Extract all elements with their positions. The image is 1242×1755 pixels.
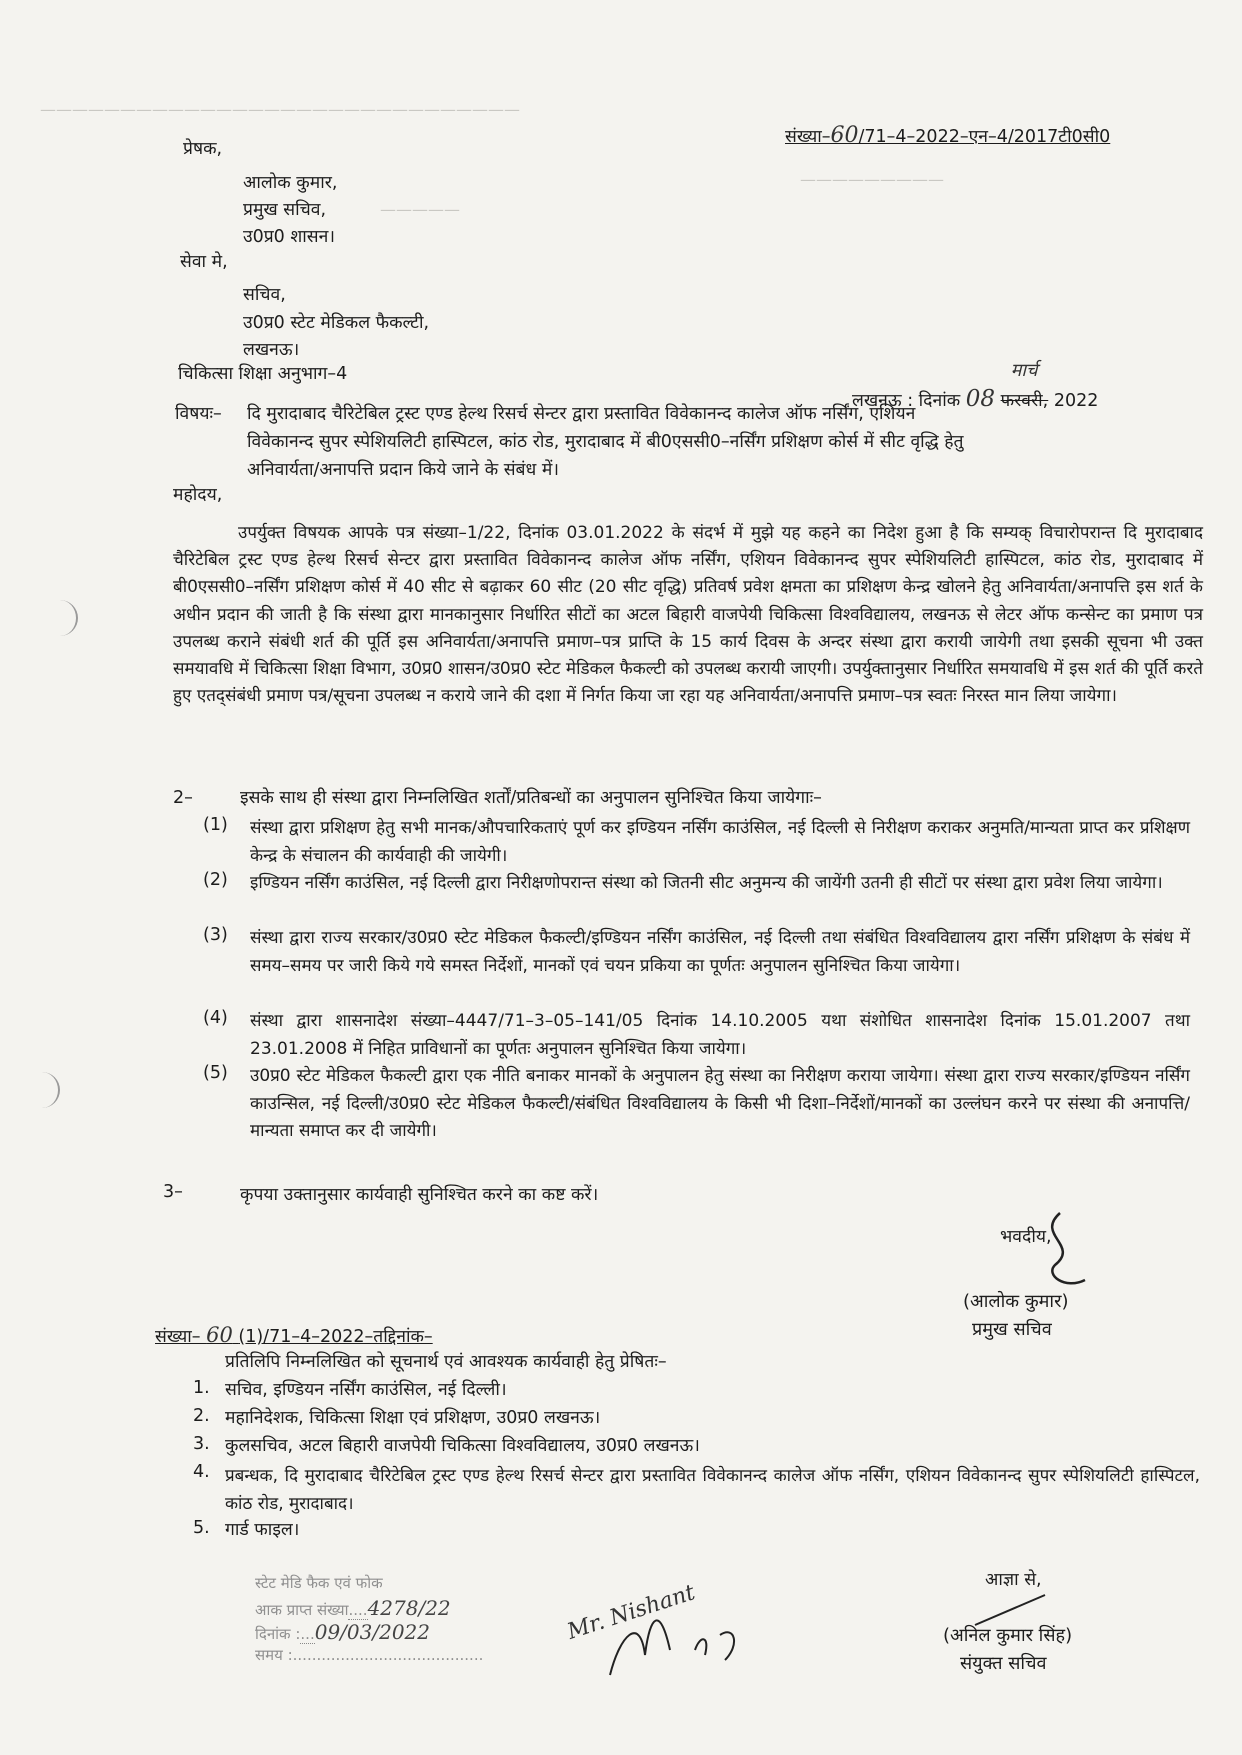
copy-item-number: 1. [193, 1378, 210, 1398]
condition-number: (4) [203, 1008, 228, 1028]
recipient-office: उ0प्र0 स्टेट मेडिकल फैकल्टी, [243, 313, 430, 333]
point-number: 2– [173, 788, 193, 808]
condition-text: उ0प्र0 स्टेट मेडिकल फैकल्टी द्वारा एक नीति बनाकर मानकों के अनुपालन हेतु संस्था का निरीक्षण कराया जायेगा। संस्था द्वारा राज्य सरकार/इण्डियन नर्सिंग काउन्सिल, नई दिल्ली/उ0प्र0 स्टेट मेडिकल फैकल्टी/संबंधित विश्वविद्यालय के किसी भी दिशा–निर्देशों/मानकों का उल्लंघन करने पर संस्था की अनापत्ति/मान्यता समाप्त कर दी जायेगी। [250, 1066, 1190, 1141]
sender-designation: प्रमुख सचिव, [243, 200, 327, 220]
copy-item-text: महानिदेशक, चिकित्सा शिक्षा एवं प्रशिक्षण, उ0प्र0 लखनऊ। [225, 1408, 601, 1428]
subject-line: अनिवार्यता/अनापत्ति प्रदान किये जाने के संबंध में। [247, 460, 559, 480]
copy-intro: प्रतिलिपि निम्नलिखित को सूचनार्थ एवं आवश्यक कार्यवाही हेतु प्रेषितः– [225, 1352, 667, 1372]
point3-text: कृपया उक्तानुसार कार्यवाही सुनिश्चित करने का कष्ट करें। [240, 1185, 599, 1205]
recipient-city: लखनऊ। [243, 340, 300, 360]
bleed-through-text: ————— [380, 200, 460, 219]
stamp-time: समय :........................................ [255, 1646, 484, 1664]
copy-item-text: सचिव, इण्डियन नर्सिंग काउंसिल, नई दिल्ली। [225, 1380, 507, 1400]
closing: भवदीय, [1000, 1227, 1052, 1247]
condition-number: (3) [203, 925, 228, 945]
copy-item-text: प्रबन्धक, दि मुरादाबाद चैरिटेबिल ट्रस्ट एण्ड हेल्थ रिसर्च सेन्टर द्वारा प्रस्तावित विवेकानन्द कालेज ऑफ नर्सिंग, एशियन विवेकानन्द सुपर स्पेशियलिटी हास्पिटल, कांठ रोड, मुरादाबाद। [225, 1466, 1200, 1514]
handwritten-note: Mr. Nishant [564, 1580, 699, 1645]
initials-mark [600, 1595, 760, 1685]
closing: आज्ञा से, [985, 1570, 1042, 1590]
letter-number: संख्या–60/71–4–2022–एन–4/2017टी0सी0 [785, 123, 1111, 148]
copy-item-number: 5. [193, 1518, 210, 1538]
point2-intro: इसके साथ ही संस्था द्वारा निम्नलिखित शर्तों/प्रतिबन्धों का अनुपालन सुनिश्चित किया जायेगाः– [240, 788, 822, 808]
sender-office: उ0प्र0 शासन। [243, 227, 335, 247]
body-paragraph: उपर्युक्त विषयक आपके पत्र संख्या–1/22, दिनांक 03.01.2022 के संदर्भ में मुझे यह कहने का निदेश हुआ है कि सम्यक् विचारोपरान्त दि मुरादाबाद चैरिटेबिल ट्रस्ट एण्ड हेल्थ रिसर्च सेन्टर द्वारा प्रस्तावित विवेकानन्द कालेज ऑफ नर्सिंग, एशियन विवेकानन्द सुपर स्पेशियलिटी हास्पिटल, कांठ रोड, मुरादाबाद में बी0एससी0–नर्सिंग प्रशिक्षण कोर्स में 40 सीट से बढ़ाकर 60 सीट (20 सीट वृद्धि) प्रतिवर्ष प्रवेश क्षमता का प्रशिक्षण केन्द्र खोलने हेतु अनिवार्यता/अनापत्ति इस शर्त के अधीन प्रदान की जाती है कि संस्था द्वारा मानकानुसार निर्धारित सीटों का अटल बिहारी वाजपेयी चिकित्सा विश्वविद्यालय, लखनऊ से लेटर ऑफ कन्सेन्ट का प्रमाण पत्र उपलब्ध कराने संबंधी शर्त की पूर्ति इस अनिवार्यता/अनापत्ति प्रमाण–पत्र प्राप्ति के 15 कार्य दिवस के अन्दर संस्था द्वारा करायी जायेगी तथा इसकी सूचना भी उक्त समयावधि में चिकित्सा शिक्षा विभाग, उ0प्र0 शासन/उ0प्र0 स्टेट मेडिकल फैकल्टी को उपलब्ध करायी जाएगी। उपर्युक्तानुसार निर्धारित समयावधि में इस शर्त की पूर्ति करते हुए एतद्संबंधी प्रमाण पत्र/सूचना उपलब्ध न कराये जाने की दशा में निर्गत किया जा रहा यह अनिवार्यता/अनापत्ति प्रमाण–पत्र स्वतः निरस्त मान लिया जायेगा। [173, 523, 1203, 707]
stamp-header: स्टेट मेडि फैक एवं फोक [255, 1574, 383, 1592]
sender-label: प्रेषक, [183, 139, 223, 159]
copy-item-number: 4. [193, 1462, 210, 1482]
copy-item-number: 2. [193, 1406, 210, 1426]
recipient-label: सेवा मे, [180, 252, 228, 272]
copy-item-number: 3. [193, 1434, 210, 1454]
hole-punch-mark [58, 600, 78, 636]
point-number: 3– [163, 1182, 183, 1202]
subject-line: दि मुरादाबाद चैरिटेबिल ट्रस्ट एण्ड हेल्थ रिसर्च सेन्टर द्वारा प्रस्तावित विवेकानन्द कालेज ऑफ नर्सिंग, एशियन [247, 404, 916, 424]
copy-item-text: कुलसचिव, अटल बिहारी वाजपेयी चिकित्सा विश्वविद्यालय, उ0प्र0 लखनऊ। [225, 1436, 700, 1456]
condition-text: संस्था द्वारा प्रशिक्षण हेतु सभी मानक/औपचारिकताएं पूर्ण कर इण्डियन नर्सिंग काउंसिल, नई दिल्ली से निरीक्षण कराकर अनुमति/मान्यता प्राप्त कर प्रशिक्षण केन्द्र के संचालन की कार्यवाही की जायेगी। [250, 818, 1190, 866]
subject-line: विवेकानन्द सुपर स्पेशियलिटी हास्पिटल, कांठ रोड, मुरादाबाद में बी0एससी0–नर्सिंग प्रशिक्षण कोर्स में सीट वृद्धि हेतु [247, 432, 964, 452]
bleed-through-text: —————————————————————————————— [40, 100, 520, 119]
condition-number: (1) [203, 815, 228, 835]
condition-number: (5) [203, 1063, 228, 1083]
condition-number: (2) [203, 870, 228, 890]
salutation: महोदय, [173, 485, 223, 505]
subject-label: विषयः– [175, 404, 222, 424]
signatory-designation: संयुक्त सचिव [960, 1653, 1047, 1674]
letter-date: लखनऊ : दिनांक 08 मार्च फरवरी, 2022 [852, 360, 1099, 412]
copy-letter-number: संख्या– 60 (1)/71–4–2022–तद्दिनांक– [155, 1323, 433, 1347]
signatory-designation: प्रमुख सचिव [972, 1319, 1052, 1340]
stamp-date: दिनांक :...09/03/2022 [255, 1620, 430, 1644]
signatory-name: (आलोक कुमार) [963, 1291, 1069, 1312]
hole-punch-mark [40, 1072, 60, 1108]
sender-name: आलोक कुमार, [243, 173, 338, 193]
condition-text: इण्डियन नर्सिंग काउंसिल, नई दिल्ली द्वारा निरीक्षणोपरान्त संस्था को जितनी सीट अनुमन्य की जायेंगी उतनी ही सीटों पर संस्था द्वारा प्रवेश लिया जायेगा। [250, 873, 1163, 893]
signature-mark [1025, 1205, 1095, 1295]
section-name: चिकित्सा शिक्षा अनुभाग–4 [178, 364, 348, 384]
condition-text: संस्था द्वारा राज्य सरकार/उ0प्र0 स्टेट मेडिकल फैकल्टी/इण्डियन नर्सिंग काउंसिल, नई दिल्ली तथा संबंधित विश्वविद्यालय द्वारा नर्सिंग प्रशिक्षण के संबंध में समय–समय पर जारी किये गये समस्त निर्देशों, मानकों एवं चयन प्रकिया का पूर्णतः अनुपालन सुनिश्चित किया जायेगा। [250, 928, 1190, 976]
bleed-through-text: ————————— [800, 170, 944, 189]
recipient-designation: सचिव, [243, 285, 286, 305]
stamp-receipt-number: आक प्राप्त संख्या....4278/22 [255, 1596, 451, 1620]
copy-item-text: गार्ड फाइल। [225, 1520, 300, 1540]
condition-text: संस्था द्वारा शासनादेश संख्या–4447/71–3–05–141/05 दिनांक 14.10.2005 यथा संशोधित शासनादेश दिनांक 15.01.2007 तथा 23.01.2008 में निहित प्राविधानों का पूर्णतः अनुपालन सुनिश्चित किया जायेगा। [250, 1011, 1190, 1059]
signatory-name: (अनिल कुमार सिंह) [943, 1625, 1073, 1646]
